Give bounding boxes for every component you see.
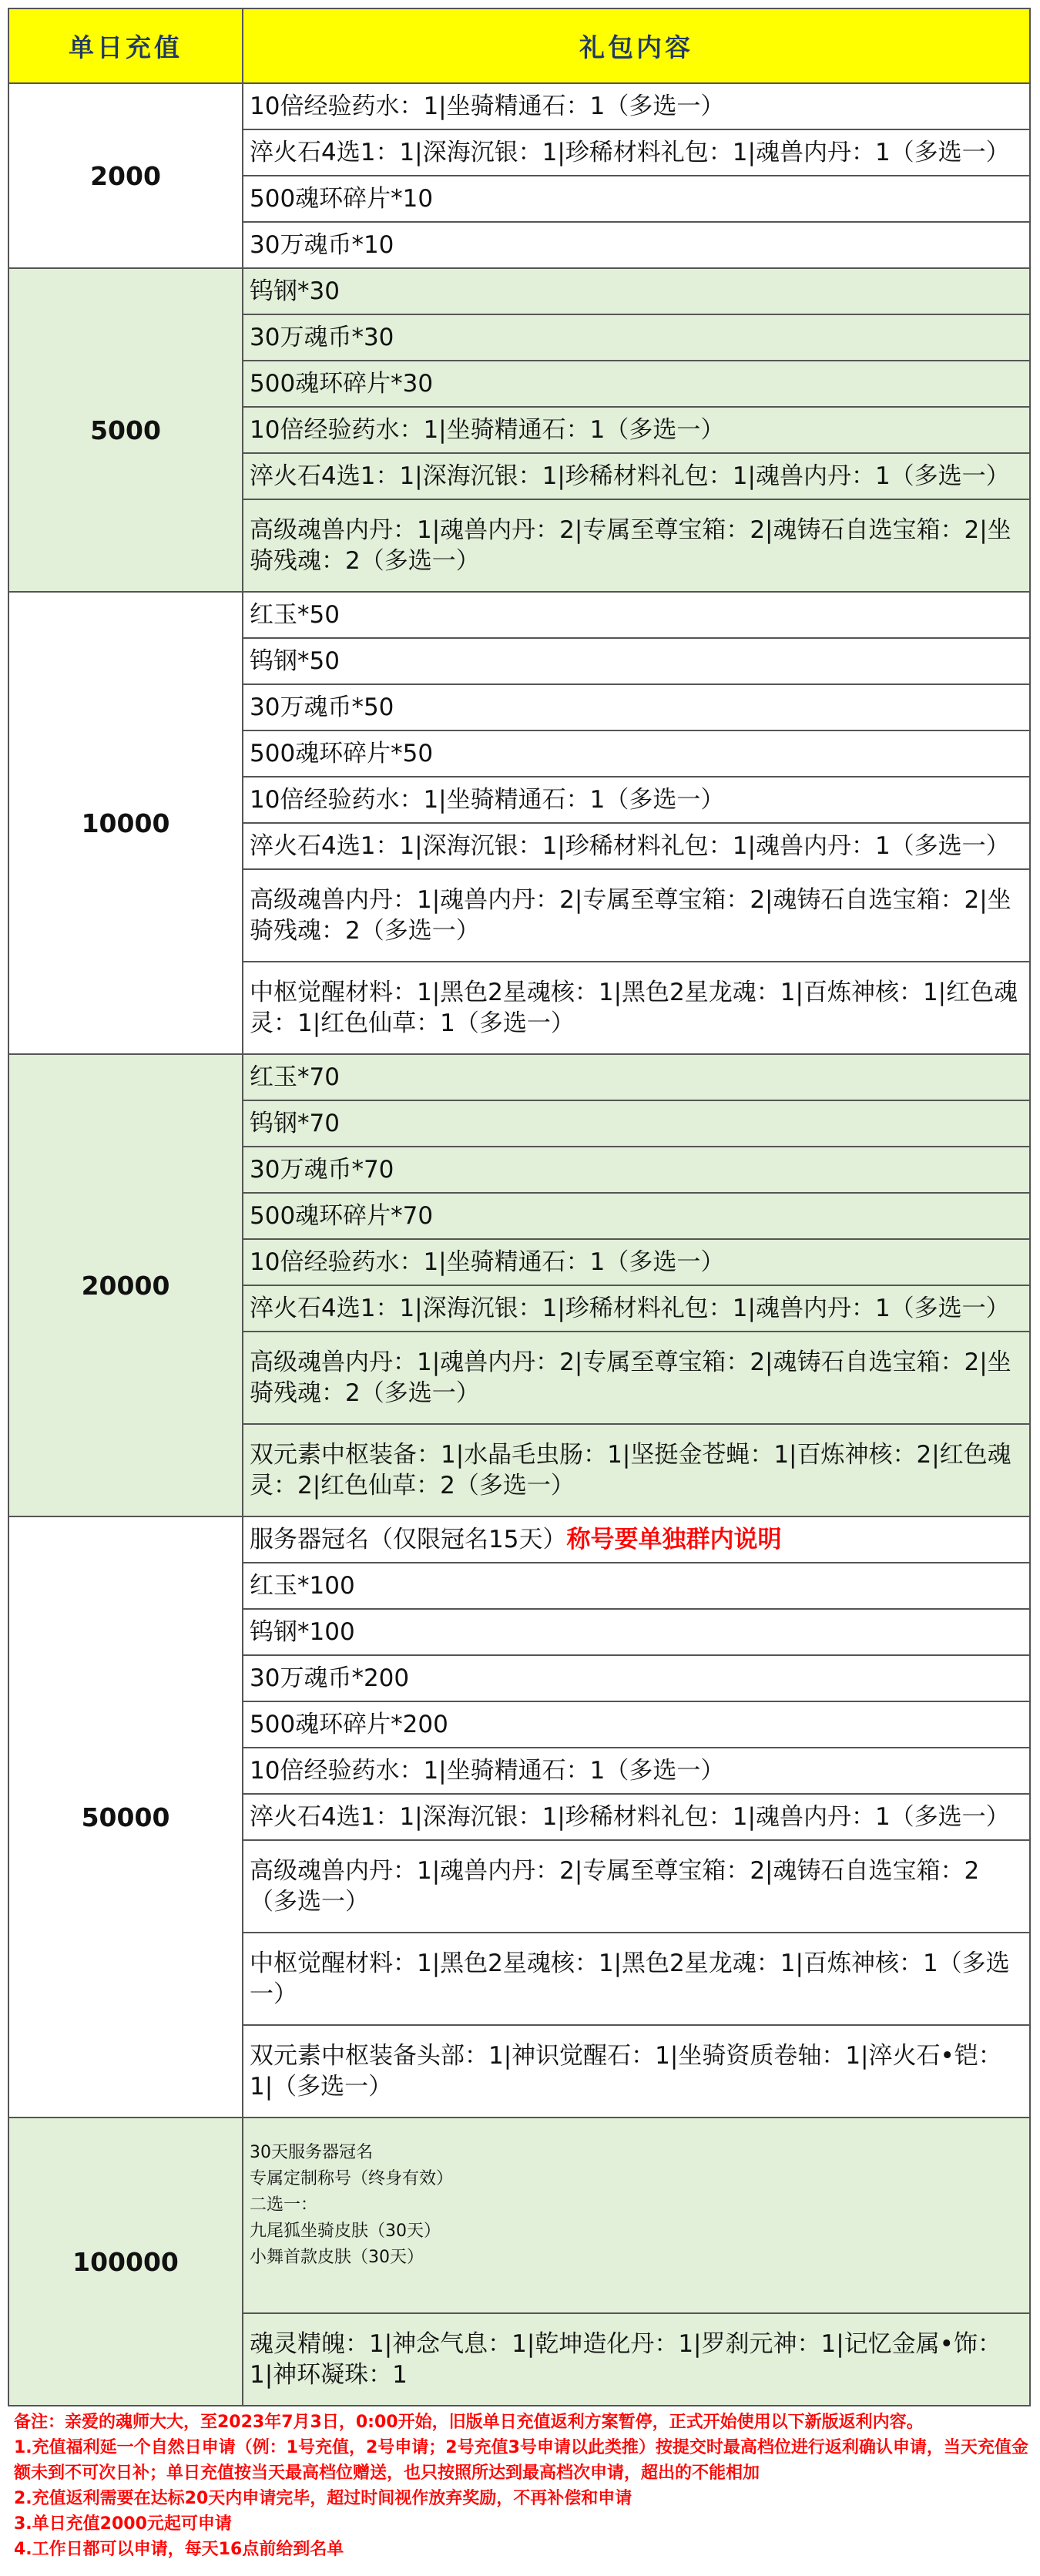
gift-item: 中枢觉醒材料：1|黑色2星魂核：1|黑色2星龙魂：1|百炼神核：1|红色魂灵：1|红色仙草：1（多选一）	[243, 962, 1030, 1054]
gift-item: 10倍经验药水：1|坐骑精通石：1（多选一）	[243, 407, 1030, 453]
gift-item: 10倍经验药水：1|坐骑精通石：1（多选一）	[243, 777, 1030, 823]
gift-item: 30万魂币*10	[243, 222, 1030, 268]
tier-row	[8, 2118, 1030, 2313]
tier-row	[8, 1054, 1030, 1100]
gift-item: 淬火石4选1：1|深海沉银：1|珍稀材料礼包：1|魂兽内丹：1（多选一）	[243, 1794, 1030, 1840]
gift-item: 30万魂币*50	[243, 684, 1030, 730]
bonus-line: 小舞首款皮肤（30天）	[250, 2248, 424, 2268]
gift-item: 高级魂兽内丹：1|魂兽内丹：2|专属至尊宝箱：2|魂铸石自选宝箱：2|坐骑残魂：2（多选一）	[243, 499, 1030, 592]
crown-item	[243, 1516, 1030, 1563]
gift-item: 高级魂兽内丹：1|魂兽内丹：2|专属至尊宝箱：2|魂铸石自选宝箱：2（多选一）	[243, 1840, 1030, 1933]
gift-item: 钨钢*100	[243, 1609, 1030, 1655]
note-line: 3.单日充值2000元起可申请	[14, 2514, 232, 2534]
recharge-amount: 5000	[8, 268, 243, 592]
recharge-amount: 2000	[8, 83, 243, 268]
gift-item: 高级魂兽内丹：1|魂兽内丹：2|专属至尊宝箱：2|魂铸石自选宝箱：2|坐骑残魂：2（多选一）	[243, 869, 1030, 962]
gift-item: 500魂环碎片*10	[243, 176, 1030, 222]
gift-item: 钨钢*50	[243, 638, 1030, 684]
gift-item: 魂灵精魄：1|神念气息：1|乾坤造化丹：1|罗刹元神：1|记忆金属•饰：1|神环凝珠：1	[243, 2313, 1030, 2406]
gift-item: 钨钢*30	[243, 268, 1030, 314]
notes-section	[8, 2406, 1029, 2562]
note-line: 1.充值福利延一个自然日申请（例：1号充值，2号申请；2号充值3号申请以此类推）按提交时最高档位进行返利确认申请，当天充值金额未到不可次日补；单日充值按当天最高档位赠送，也只按照所达到最高档次申请，超出的不能相加	[14, 2438, 1028, 2483]
bonus-line: 九尾狐坐骑皮肤（30天）	[250, 2222, 441, 2242]
gift-item: 红玉*100	[243, 1563, 1030, 1609]
gift-item: 500魂环碎片*50	[243, 730, 1030, 777]
tier-row	[8, 268, 1030, 314]
rebate-table	[8, 8, 1031, 2406]
header-row	[8, 8, 1030, 83]
bonus-line: 30天服务器冠名	[250, 2143, 373, 2162]
note-line: 备注：亲爱的魂师大大，至2023年7月3日，0:00开始，旧版单日充值返利方案暂停，正式开始使用以下新版返利内容。	[14, 2413, 924, 2432]
gift-item: 淬火石4选1：1|深海沉银：1|珍稀材料礼包：1|魂兽内丹：1（多选一）	[243, 129, 1030, 176]
bonus-list	[243, 2118, 1030, 2313]
gift-item: 30万魂币*200	[243, 1655, 1030, 1701]
tier-row	[8, 83, 1030, 129]
gift-item: 钨钢*70	[243, 1100, 1030, 1147]
recharge-amount: 10000	[8, 592, 243, 1054]
recharge-amount: 100000	[8, 2118, 243, 2406]
header-daily-recharge: 单日充值	[8, 8, 243, 83]
gift-item: 500魂环碎片*30	[243, 361, 1030, 407]
crown-text: 服务器冠名（仅限冠名15天）	[250, 1525, 567, 1553]
tier-row	[8, 1516, 1030, 1563]
gift-item: 淬火石4选1：1|深海沉银：1|珍稀材料礼包：1|魂兽内丹：1（多选一）	[243, 1285, 1030, 1332]
rebate-sheet	[8, 8, 1029, 2562]
bonus-line: 二选一：	[250, 2195, 318, 2215]
gift-item: 红玉*50	[243, 592, 1030, 638]
gift-item: 中枢觉醒材料：1|黑色2星魂核：1|黑色2星龙魂：1|百炼神核：1（多选一）	[243, 1933, 1030, 2025]
gift-item: 10倍经验药水：1|坐骑精通石：1（多选一）	[243, 1239, 1030, 1285]
gift-item: 30万魂币*70	[243, 1147, 1030, 1193]
gift-item: 10倍经验药水：1|坐骑精通石：1（多选一）	[243, 1748, 1030, 1794]
bonus-line: 专属定制称号（终身有效）	[250, 2169, 454, 2189]
gift-item: 红玉*70	[243, 1054, 1030, 1100]
recharge-amount: 50000	[8, 1516, 243, 2118]
gift-item: 30万魂币*30	[243, 314, 1030, 361]
header-gift-content: 礼包内容	[243, 8, 1030, 83]
gift-item: 500魂环碎片*70	[243, 1193, 1030, 1239]
gift-item: 500魂环碎片*200	[243, 1701, 1030, 1748]
gift-item: 高级魂兽内丹：1|魂兽内丹：2|专属至尊宝箱：2|魂铸石自选宝箱：2|坐骑残魂：2（多选一）	[243, 1332, 1030, 1424]
gift-item: 淬火石4选1：1|深海沉银：1|珍稀材料礼包：1|魂兽内丹：1（多选一）	[243, 453, 1030, 499]
recharge-amount: 20000	[8, 1054, 243, 1516]
gift-item: 双元素中枢装备头部：1|神识觉醒石：1|坐骑资质卷轴：1|淬火石•铠：1|（多选一）	[243, 2025, 1030, 2118]
gift-item: 淬火石4选1：1|深海沉银：1|珍稀材料礼包：1|魂兽内丹：1（多选一）	[243, 823, 1030, 869]
note-line: 4.工作日都可以申请，每天16点前给到名单	[14, 2540, 344, 2559]
tier-row	[8, 592, 1030, 638]
crown-note: 称号要单独群内说明	[566, 1525, 782, 1553]
note-line: 2.充值返利需要在达标20天内申请完毕，超过时间视作放弃奖励，不再补偿和申请	[14, 2489, 632, 2508]
gift-item: 10倍经验药水：1|坐骑精通石：1（多选一）	[243, 83, 1030, 129]
gift-item: 双元素中枢装备：1|水晶毛虫肠：1|坚挺金苍蝇：1|百炼神核：2|红色魂灵：2|红色仙草：2（多选一）	[243, 1424, 1030, 1516]
table-body	[8, 83, 1030, 2406]
